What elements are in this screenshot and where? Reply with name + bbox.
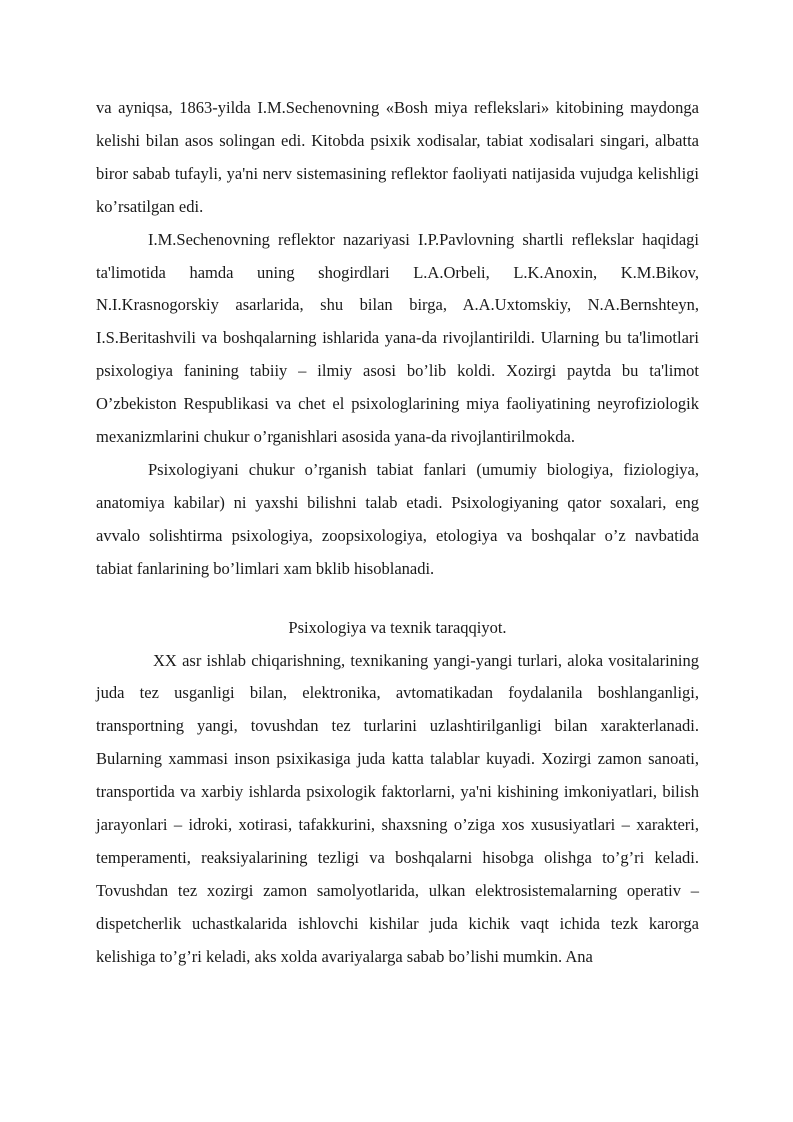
paragraph-2: I.M.Sechenovning reflektor nazariyasi I.P.Pavlovning shartli reflekslar haqidagi ta'limotida hamda uning shogirdlari L.A.Orbeli, L.K.Anoxin, K.M.Bikov, N.I.Krasnogorskiy asarlarida, shu bilan birga, A.A.Uxtomskiy, N.A.Bernshteyn, I.S.Beritashvili va boshqalarning ishlarida yana-da rivojlantirildi. Ularning bu ta'limotlari psixologiya fanining tabiiy – ilmiy asosi bo’lib koldi. Xozirgi paytda bu ta'limot O’zbekiston Respublikasi va chet el psixologlarining miya faoliyatining neyrofiziologik mexanizmlarini chukur o’rganishlari asosida yana-da rivojlantirilmokda. — [96, 229, 699, 447]
paragraph-1: va ayniqsa, 1863-yilda I.M.Sechenovning «Bosh miya reflekslari» kitobining maydonga kelishi bilan asos solingan edi. Kitobda psixik xodisalar, tabiat xodisalari singari, albatta biror sabab tufayli, ya'ni nerv sistemasining reflektor faoliyati natijasida vujudga kelishligi ko’rsatilgan edi. — [96, 98, 699, 216]
paragraph-4: XX asr ishlab chiqarishning, texnikaning yangi-yangi turlari, aloka vositalarining juda tez usganligi bilan, elektronika, avtomatikadan foydalanila boshlanganligi, transportning yangi, tovushdan tez turlarini uzlashtirilganligi bilan xarakterlanadi. Bularning xammasi inson psixikasiga juda katta talablar kuyadi. Xozirgi zamon sanoati, transportida va xarbiy ishlarda psixologik faktorlarni, ya'ni kishining imkoniyatlari, bilish jarayonlari – idroki, xotirasi, tafakkurini, shaxsning o’ziga xos xususiyatlari – xarakteri, temperamenti, reaksiyalarining tezligi va boshqalarni hisobga olishga to’g’ri keladi. Tovushdan tez xozirgi zamon samolyotlarida, ulkan elektrosistemalarning operativ – dispetcherlik uchastkalarida ishlovchi kishilar juda kichik vaqt ichida tezk karorga kelishiga to’g’ri keladi, aks xolda avariyalarga sabab bo’lishi mumkin. Ana — [96, 650, 699, 966]
section-heading: Psixologiya va texnik taraqqiyot. — [288, 617, 507, 637]
paragraph-3: Psixologiyani chukur o’rganish tabiat fanlari (umumiy biologiya, fiziologiya, anatomiya kabilar) ni yaxshi bilishni talab etadi. Psixologiyaning qator soxalari, eng avvalo solishtirma psixologiya, zoopsixologiya, etologiya va boshqalar o’z navbatida tabiat fanlarining bo’limlari xam bklib hisoblanadi. — [96, 459, 699, 578]
document-page — [96, 92, 699, 974]
